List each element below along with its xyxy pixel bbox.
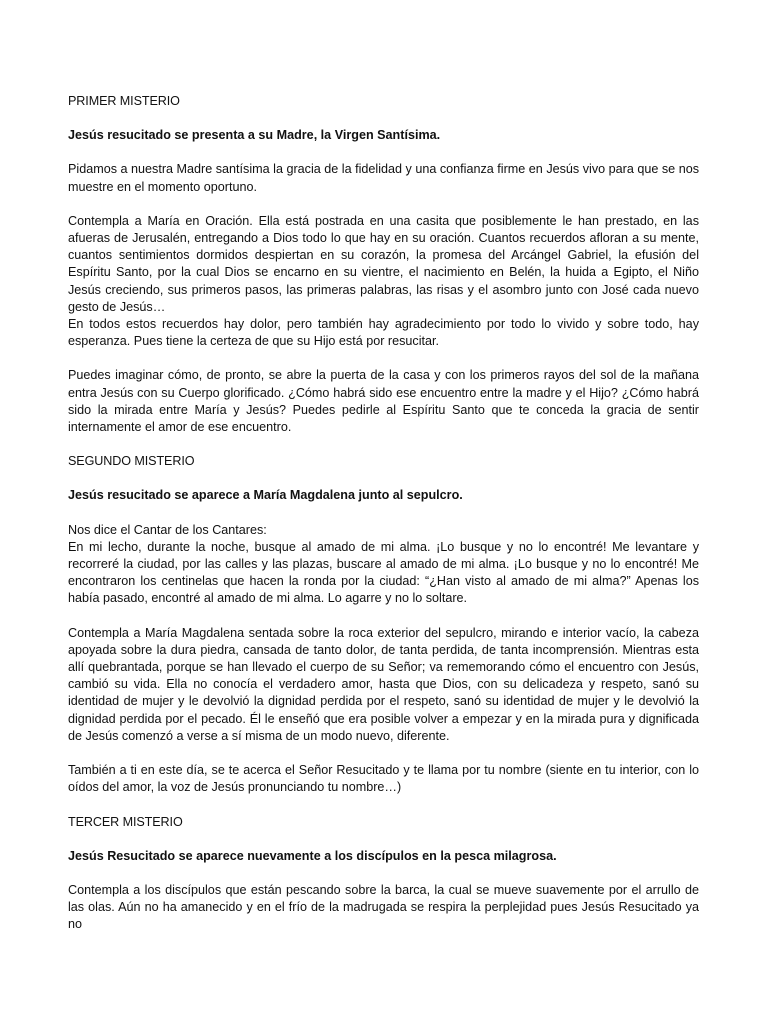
- section-segundo-misterio: [68, 453, 699, 796]
- paragraph: Pidamos a nuestra Madre santísima la gracia de la fidelidad y una confianza firme en Jesús vivo para que se nos muestre en el momento oportuno.: [68, 162, 699, 194]
- paragraph: Contempla a María Magdalena sentada sobre la roca exterior del sepulcro, mirando e interior vacío, la cabeza apoyada sobre la dura piedra, cansada de tanto dolor, de tanta perdida, de tanta incomprensión. Mientras esta allí quebrantada, porque se han llevado el cuerpo de su Señor; va rememorando cómo el encuentro con Jesús, cambió su vida. Ella no conocía el verdadero amor, hasta que Dios, con su delicadeza y respeto, sanó su identidad de mujer y le devolvió la dignidad perdida por el respeto, sanó su identidad de mujer y le devolvió la dignidad perdida por el pecado. Él le enseñó que era posible volver a empezar y en la mirada pura y dignificada de Jesús comenzó a verse a sí misma de un modo nuevo, diferente.: [68, 625, 699, 743]
- section-heading: TERCER MISTERIO: [68, 814, 183, 829]
- section-heading: PRIMER MISTERIO: [68, 94, 180, 108]
- paragraph: En todos estos recuerdos hay dolor, pero también hay agradecimiento por todo lo vivido y sobre todo, hay esperanza. Pues tiene la certeza de que su Hijo está por resucitar.: [68, 317, 699, 349]
- paragraph: Nos dice el Cantar de los Cantares:: [68, 522, 267, 537]
- paragraph: También a ti en este día, se te acerca el Señor Resucitado y te llama por tu nombre (siente en tu interior, con lo oídos del amor, la voz de Jesús pronunciando tu nombre…): [68, 763, 699, 795]
- section-heading: SEGUNDO MISTERIO: [68, 454, 195, 469]
- document-page: [68, 93, 699, 932]
- section-tercer-misterio: [68, 814, 699, 932]
- section-subtitle: Jesús Resucitado se aparece nuevamente a los discípulos en la pesca milagrosa.: [68, 848, 557, 863]
- paragraph: Contempla a los discípulos que están pescando sobre la barca, la cual se mueve suavemente por el arrullo de las olas. Aún no ha amanecido y en el frío de la madrugada se respira la perplejidad pues Jesús Resucitado ya no: [68, 882, 699, 932]
- section-subtitle: Jesús resucitado se aparece a María Magdalena junto al sepulcro.: [68, 488, 463, 503]
- paragraph: En mi lecho, durante la noche, busque al amado de mi alma. ¡Lo busque y no lo encontré! Me levantare y recorreré la ciudad, por las calles y las plazas, buscare al amado de mi alma. ¡Lo busque y no lo encontré! Me encontraron los centinelas que hacen la ronda por la ciudad: “¿Han visto al amado de mi alma?” Apenas los había pasado, encontré al amado de mi alma. Lo agarre y no lo soltare.: [68, 539, 699, 606]
- paragraph: Contempla a María en Oración. Ella está postrada en una casita que posiblemente le han prestado, en las afueras de Jerusalén, entregando a Dios todo lo que hay en su oración. Cuantos recuerdos afloran a su mente, cuantos sentimientos dormidos despiertan en su corazón, la promesa del Arcángel Gabriel, la efusión del Espíritu Santo, por la cual Dios se encarno en su vientre, el nacimiento en Belén, la huida a Egipto, el Niño Jesús creciendo, sus primeros pasos, las primeras palabras, las risas y el asombro junto con José cada nuevo gesto de Jesús…: [68, 213, 699, 314]
- section-primer-misterio: [68, 93, 699, 436]
- section-subtitle: Jesús resucitado se presenta a su Madre, la Virgen Santísima.: [68, 128, 441, 143]
- paragraph: Puedes imaginar cómo, de pronto, se abre la puerta de la casa y con los primeros rayos del sol de la mañana entra Jesús con su Cuerpo glorificado. ¿Cómo habrá sido ese encuentro entre la madre y el Hijo? ¿Cómo habrá sido la mirada entre María y Jesús? Puedes pedirle al Espíritu Santo que te conceda la gracia de sentir internamente el amor de ese encuentro.: [68, 368, 699, 435]
